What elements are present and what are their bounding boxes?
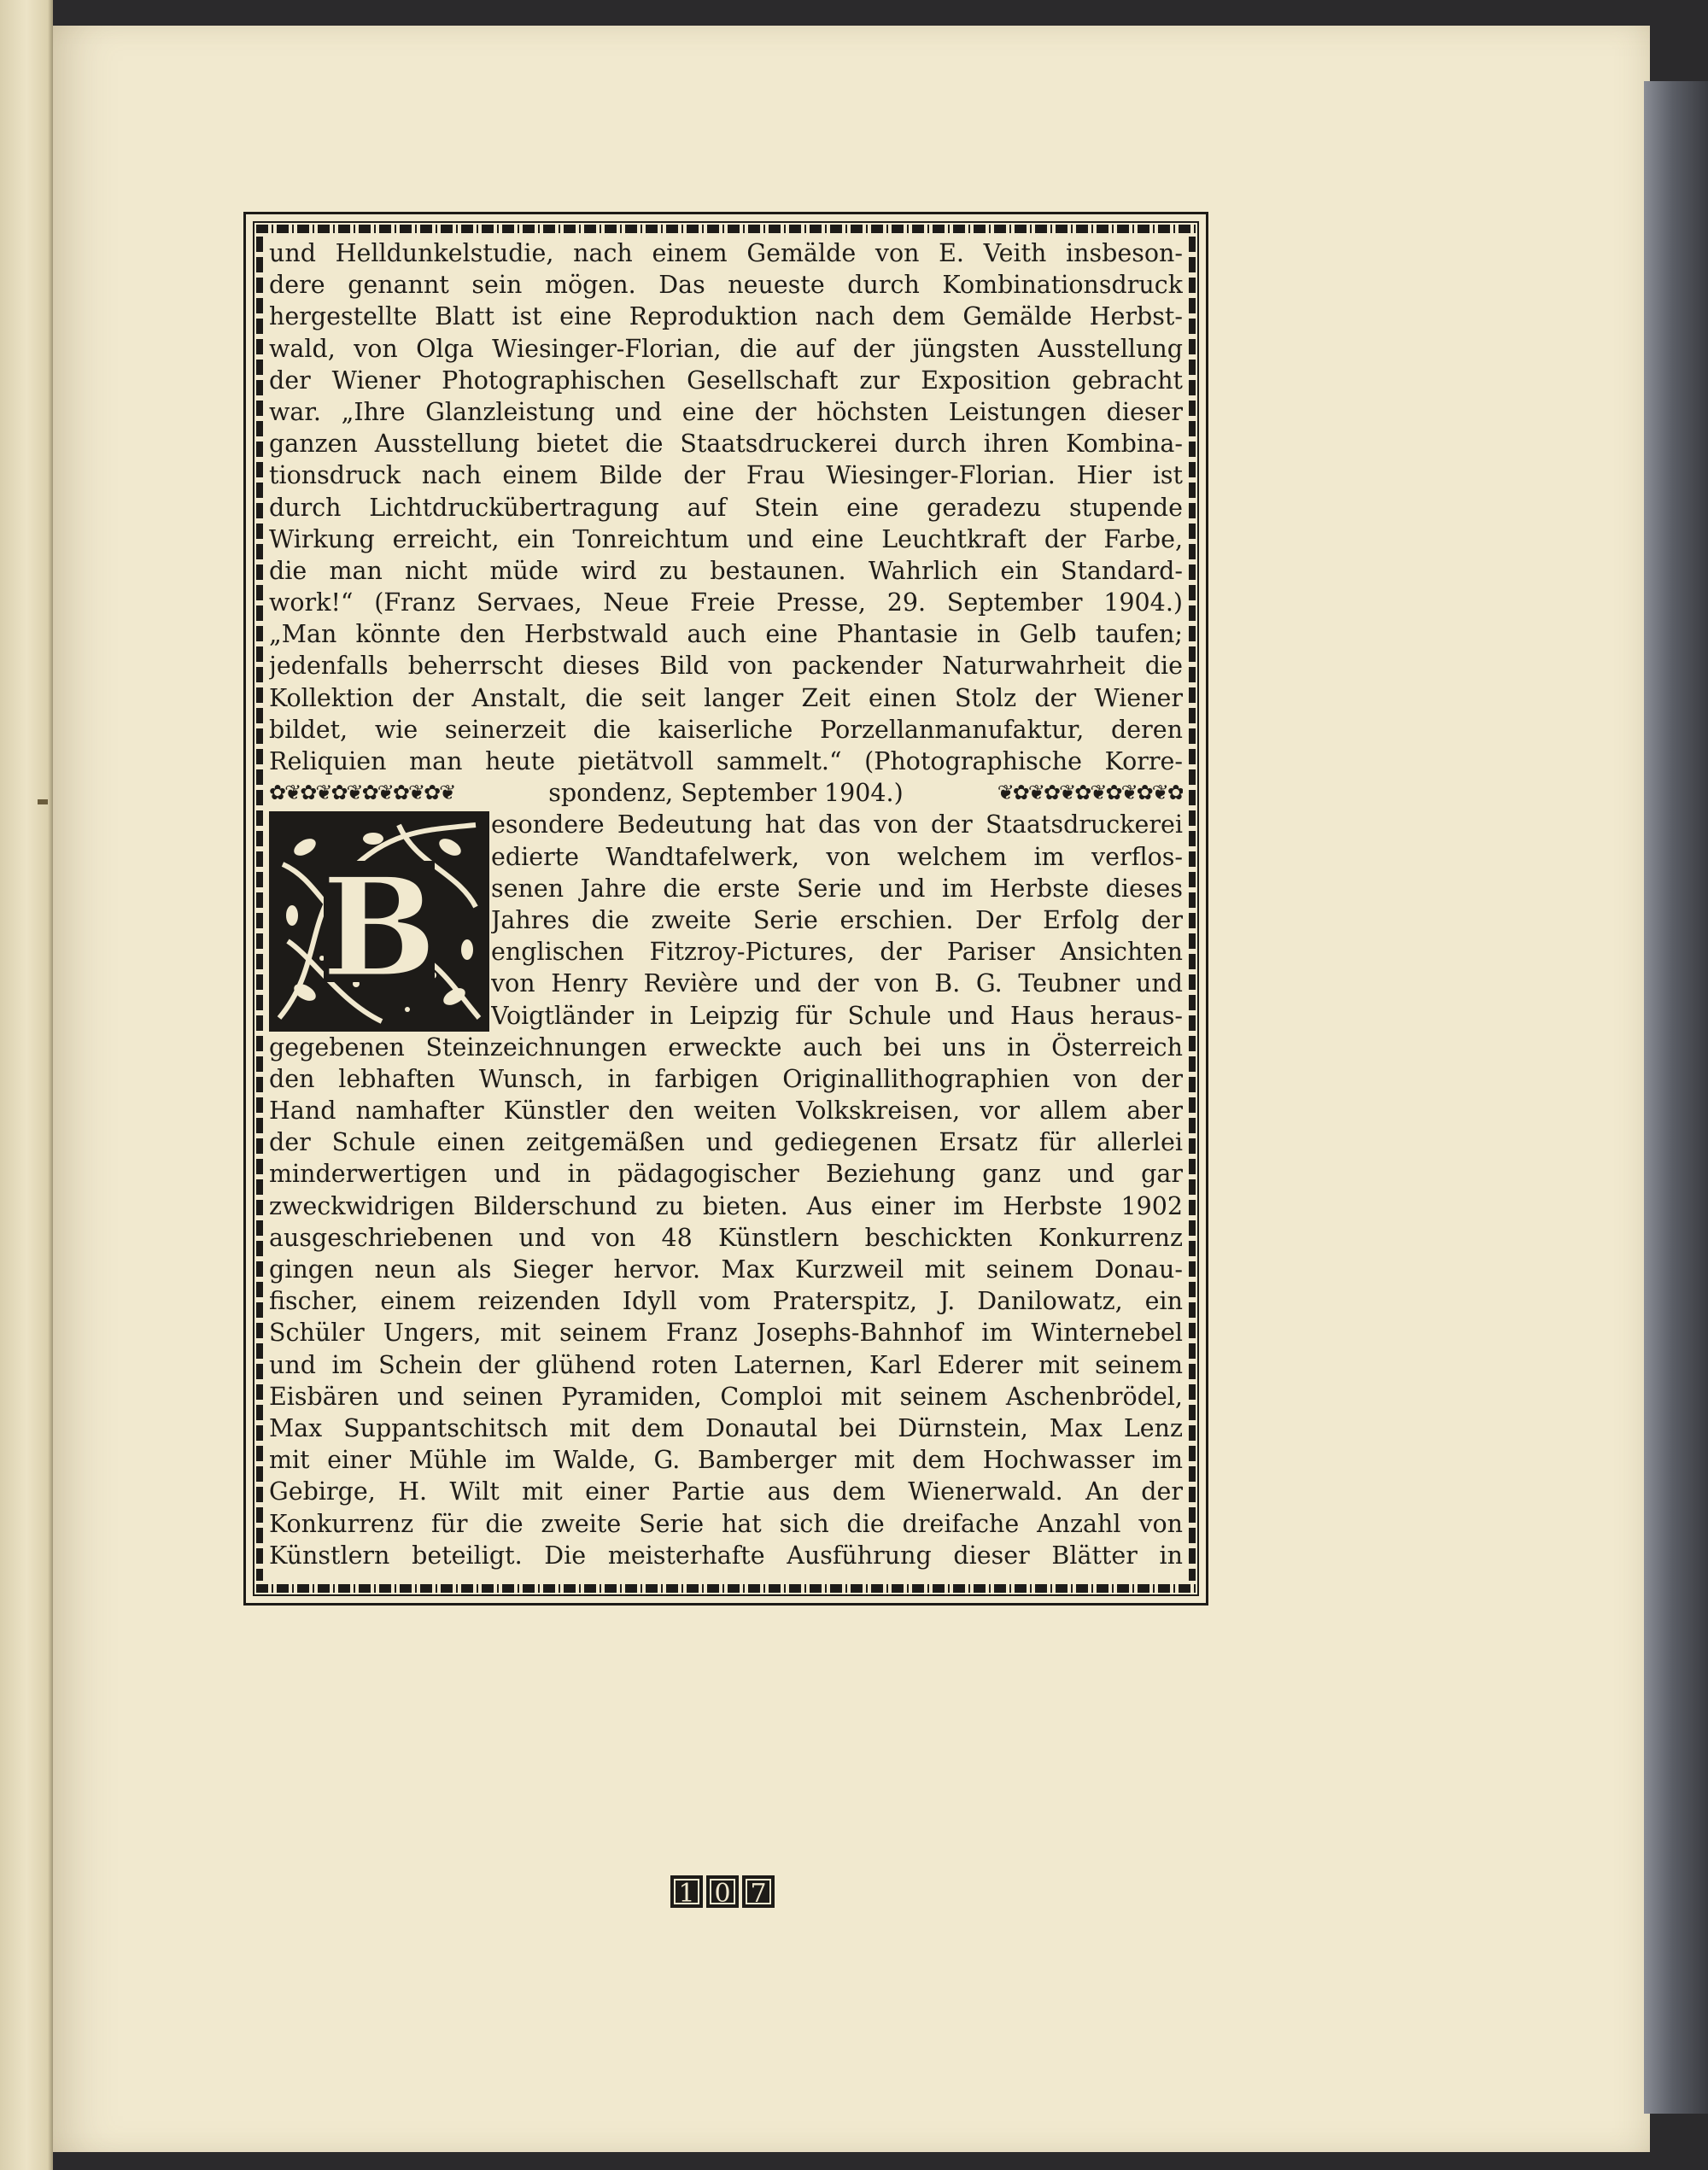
text-line: dere genannt sein mögen. Das neueste durch Kombinationsdruck bbox=[269, 271, 1183, 300]
text-line: ausgeschriebenen und von 48 Künstlern beschickten Konkurrenz bbox=[269, 1223, 1183, 1252]
text-line: und im Schein der glühend roten Laternen, Karl Ederer mit seinem bbox=[269, 1350, 1183, 1379]
text-line: Voigtländer in Leipzig für Schule und Haus heraus- bbox=[491, 1001, 1183, 1030]
text-line: ganzen Ausstellung bietet die Staatsdruckerei durch ihren Kombina- bbox=[269, 430, 1183, 459]
frame-border-right bbox=[1189, 237, 1196, 1581]
initial-ornament-svg bbox=[271, 813, 488, 1030]
text-line: minderwertigen und in pädagogischer Beziehung ganz und gar bbox=[269, 1160, 1183, 1189]
initial-letter: B bbox=[321, 847, 437, 1008]
text-line: den lebhaften Wunsch, in farbigen Originallithographien von der bbox=[269, 1064, 1183, 1093]
text-line: zweckwidrigen Bilderschund zu bieten. Aus einer im Herbste 1902 bbox=[269, 1191, 1183, 1220]
text-line: tionsdruck nach einem Bilde der Frau Wiesinger-Florian. Hier ist bbox=[269, 461, 1183, 490]
page-number-digit-2: 0 bbox=[706, 1875, 739, 1908]
decorated-initial-letter bbox=[269, 811, 489, 1032]
ornament-left: ✿❦✿❦✿❦✿❦✿❦✿❦ bbox=[269, 781, 455, 805]
text-line: der Wiener Photographischen Gesellschaft zur Exposition gebracht bbox=[269, 366, 1183, 395]
text-line: Schüler Ungers, mit seinem Franz Josephs-Bahnhof im Winternebel bbox=[269, 1319, 1183, 1348]
text-line: Hand namhafter Künstler den weiten Volkskreisen, vor allem aber bbox=[269, 1097, 1183, 1126]
ornament-right: ❦✿❦✿❦✿❦✿❦✿❦✿ bbox=[997, 781, 1183, 805]
ornament-line-text: spondenz, September 1904.) bbox=[548, 779, 904, 808]
text-line: Wirkung erreicht, ein Tonreichtum und eine Leuchtkraft der Farbe, bbox=[269, 524, 1183, 553]
text-line: mit einer Mühle im Walde, G. Bamberger mit dem Hochwasser im bbox=[269, 1446, 1183, 1475]
text-line: edierte Wandtafelwerk, von welchem im verflos- bbox=[491, 842, 1183, 871]
paragraph-after-initial bbox=[269, 1032, 1183, 1571]
text-line: bildet, wie seinerzeit die kaiserliche Porzellanmanufaktur, deren bbox=[269, 715, 1183, 744]
text-line: Max Suppantschitsch mit dem Donautal bei Dürnstein, Max Lenz bbox=[269, 1413, 1183, 1442]
previous-page-edge bbox=[0, 0, 53, 2170]
text-line: und Helldunkelstudie, nach einem Gemälde von E. Veith insbeson- bbox=[269, 239, 1183, 267]
page-number-digit-1: 1 bbox=[670, 1875, 703, 1908]
paragraph-before-initial bbox=[269, 237, 1183, 777]
frame-border-left bbox=[256, 237, 263, 1581]
text-line: „Man könnte den Herbstwald auch eine Phantasie in Gelb taufen; bbox=[269, 620, 1183, 649]
text-line: die man nicht müde wird zu bestaunen. Wahrlich ein Standard- bbox=[269, 556, 1183, 585]
page-number-digit-3: 7 bbox=[742, 1875, 775, 1908]
text-line: work!“ (Franz Servaes, Neue Freie Presse, 29. September 1904.) bbox=[269, 588, 1183, 617]
frame-border-top bbox=[256, 225, 1196, 233]
text-line: Reliquien man heute pietätvoll sammelt.“ (Photographische Korre- bbox=[269, 747, 1183, 775]
text-line: der Schule einen zeitgemäßen und gediegenen Ersatz für allerlei bbox=[269, 1128, 1183, 1157]
text-line: Künstlern beteiligt. Die meisterhafte Ausführung dieser Blätter in bbox=[269, 1541, 1183, 1570]
text-line: hergestellte Blatt ist eine Reproduktion nach dem Gemälde Herbst- bbox=[269, 302, 1183, 331]
text-line: esondere Bedeutung hat das von der Staatsdruckerei bbox=[491, 810, 1183, 839]
text-line: wald, von Olga Wiesinger-Florian, die auf der jüngsten Ausstellung bbox=[269, 334, 1183, 363]
page-mark bbox=[38, 799, 48, 804]
ornament-line bbox=[269, 777, 1183, 809]
text-line: Gebirge, H. Wilt mit einer Partie aus dem Wienerwald. An der bbox=[269, 1477, 1183, 1506]
text-line: war. „Ihre Glanzleistung und eine der höchsten Leistungen dieser bbox=[269, 397, 1183, 426]
text-line: von Henry Revière und der von B. G. Teubner und bbox=[491, 969, 1183, 998]
text-line: Eisbären und seinen Pyramiden, Comploi mit seinem Aschenbrödel, bbox=[269, 1382, 1183, 1411]
text-line: durch Lichtdruckübertragung auf Stein eine geradezu stupende bbox=[269, 493, 1183, 522]
book-cover-edge bbox=[1644, 81, 1708, 2114]
text-line: englischen Fitzroy-Pictures, der Pariser Ansichten bbox=[491, 938, 1183, 967]
page-number bbox=[670, 1875, 775, 1908]
text-line: jedenfalls beherrscht dieses Bild von packender Naturwahrheit die bbox=[269, 652, 1183, 681]
text-line: fischer, einem reizenden Idyll vom Praterspitz, J. Danilowatz, ein bbox=[269, 1287, 1183, 1316]
text-line: gegebenen Steinzeichnungen erweckte auch bei uns in Österreich bbox=[269, 1032, 1183, 1062]
frame-border-bottom bbox=[256, 1584, 1196, 1593]
text-line: senen Jahre die erste Serie und im Herbste dieses bbox=[491, 874, 1183, 903]
text-line: Konkurrenz für die zweite Serie hat sich die dreifache Anzahl von bbox=[269, 1509, 1183, 1538]
text-line: Kollektion der Anstalt, die seit langer Zeit einen Stolz der Wiener bbox=[269, 683, 1183, 712]
text-line: Jahres die zweite Serie erschien. Der Erfolg der bbox=[491, 905, 1183, 934]
text-line: gingen neun als Sieger hervor. Max Kurzweil mit seinem Donau- bbox=[269, 1255, 1183, 1284]
